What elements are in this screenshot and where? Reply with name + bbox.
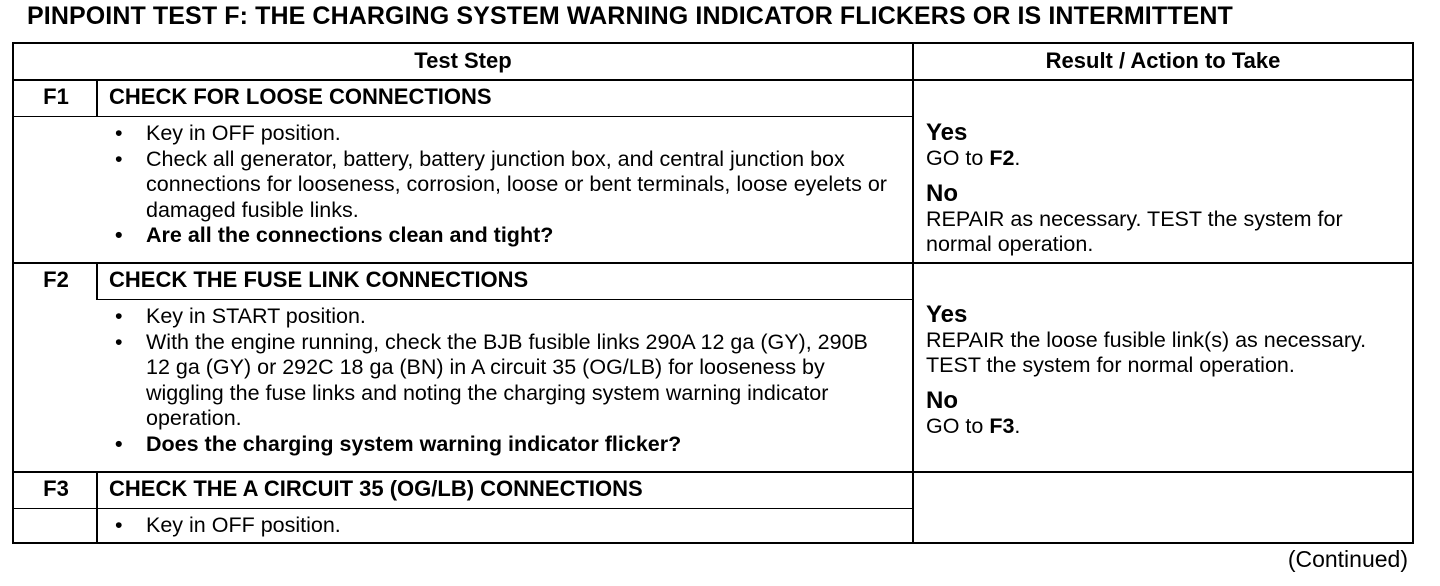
pinpoint-test-table bbox=[12, 42, 1414, 544]
step-item: • Key in START position. bbox=[106, 304, 896, 330]
step-result bbox=[926, 302, 1406, 439]
header-result: Result / Action to Take bbox=[1045, 48, 1281, 73]
step-item: • Check all generator, battery, battery junction box, and central junction box connections for looseness, corrosion, loose or bent terminals, loose eyelets or damaged fusible links. bbox=[106, 147, 896, 224]
yes-action: GO to F2. bbox=[926, 146, 1021, 170]
step-title: CHECK FOR LOOSE CONNECTIONS bbox=[109, 84, 492, 109]
step-item: • Key in OFF position. bbox=[106, 121, 896, 147]
step-id: F2 bbox=[43, 267, 69, 292]
header-rule bbox=[14, 79, 1412, 81]
no-action: REPAIR as necessary. TEST the system for normal operation. bbox=[926, 207, 1343, 256]
step-title: CHECK THE FUSE LINK CONNECTIONS bbox=[109, 267, 529, 292]
yes-label: Yes bbox=[926, 301, 968, 328]
step-instructions bbox=[106, 121, 896, 249]
step-title: CHECK THE A CIRCUIT 35 (OG/LB) CONNECTIONS bbox=[109, 476, 643, 501]
step-result bbox=[926, 120, 1406, 257]
step-title-rule bbox=[96, 299, 912, 300]
no-action: GO to F3. bbox=[926, 414, 1021, 438]
step-item: • With the engine running, check the BJB fusible links 290A 12 ga (GY), 290B 12 ga (GY) or 292C 18 ga (BN) in A circuit 35 (OG/LB) for looseness by wiggling the fuse links and noting the charging system warning indicator operation. bbox=[106, 330, 896, 432]
step-title-rule bbox=[14, 508, 912, 509]
no-label: No bbox=[926, 387, 958, 414]
step-rule bbox=[14, 262, 1412, 264]
step-id: F1 bbox=[43, 84, 69, 109]
step-instructions bbox=[106, 513, 896, 539]
page-title: PINPOINT TEST F: THE CHARGING SYSTEM WARNING INDICATOR FLICKERS OR IS INTERMITTENT bbox=[27, 2, 1233, 30]
no-label: No bbox=[926, 180, 958, 207]
yes-label: Yes bbox=[926, 119, 968, 146]
column-divider bbox=[912, 44, 914, 542]
step-instructions bbox=[106, 304, 896, 457]
step-question: • Are all the connections clean and tight? bbox=[106, 223, 896, 249]
step-question: • Does the charging system warning indicator flicker? bbox=[106, 432, 896, 458]
header-test-step: Test Step bbox=[414, 48, 512, 73]
step-id: F3 bbox=[43, 476, 69, 501]
yes-action: REPAIR the loose fusible link(s) as necessary. TEST the system for normal operation. bbox=[926, 328, 1367, 377]
step-rule bbox=[14, 471, 1412, 473]
continued-note: (Continued) bbox=[1287, 546, 1408, 572]
step-title-rule bbox=[14, 116, 912, 117]
step-item: • Key in OFF position. bbox=[106, 513, 896, 539]
